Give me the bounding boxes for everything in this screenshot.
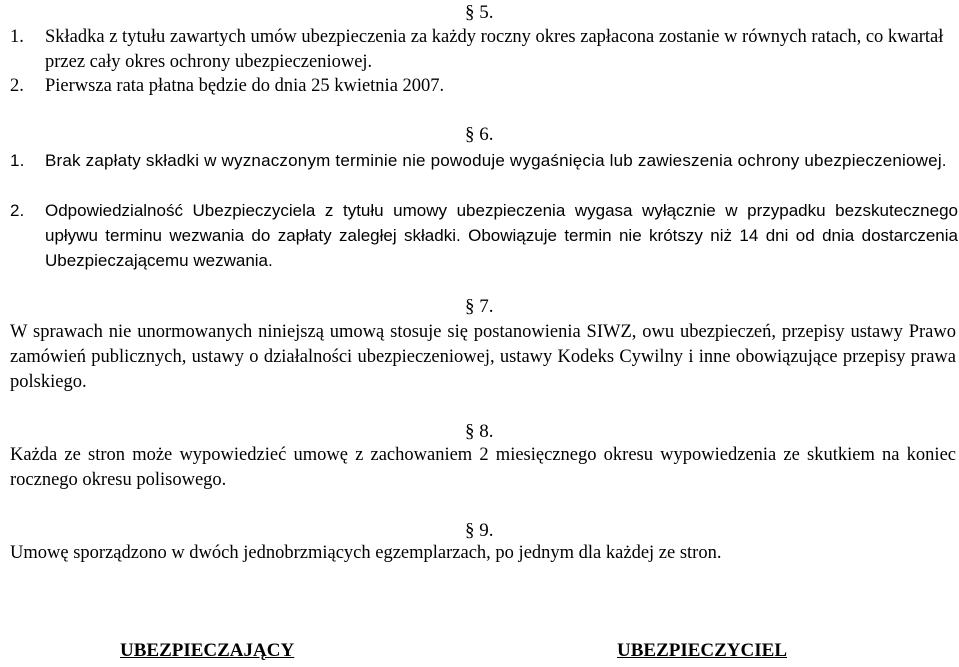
item-text: Pierwsza rata płatna będzie do dnia 25 kwietnia 2007. [45,76,445,96]
item-number: 2. [10,76,24,96]
section-7-heading: § 7. [465,296,494,317]
section-8-heading: § 8. [465,421,494,442]
item-number: 1. [10,27,24,47]
section-5-item-1 [10,25,958,75]
section-6-item-1 [10,148,958,173]
section-5-item-2 [10,74,958,99]
section-9-text: Umowę sporządzono w dwóch jednobrzmiących egzemplarzach, po jednym dla każdej ze stron. [10,543,722,563]
signature-insured: UBEZPIECZAJĄCY [120,640,295,661]
section-5-heading: § 5. [465,2,494,23]
item-text: Brak zapłaty składki w wyznaczonym terminie nie powoduje wygaśnięcia lub zawieszenia ochrony ubezpieczeniowej. [45,151,947,170]
item-number: 1. [10,151,25,170]
item-text: Składka z tytułu zawartych umów ubezpieczenia za każdy roczny okres zapłacona zostanie w równych ratach, co kwartał przez cały okres ochrony ubezpieczeniowej. [45,27,944,72]
section-8-text: Każda ze stron może wypowiedzieć umowę z zachowaniem 2 miesięcznego okresu wypowiedzenia ze skutkiem na koniec rocznego okresu polisowego. [10,445,956,490]
section-7-text: W sprawach nie unormowanych niniejszą umową stosuje się postanowienia SIWZ, owu ubezpieczeń, przepisy ustawy Prawo zamówień publicznych, ustawy o działalności ubezpieczeniowej, ustawy Kodeks Cywilny i inne obowiązujące przepisy prawa polskiego. [10,322,956,392]
item-number: 2. [10,201,25,220]
section-6-item-2 [10,198,958,273]
section-6-heading: § 6. [465,124,494,145]
item-text: Odpowiedzialność Ubezpieczyciela z tytułu umowy ubezpieczenia wygasa wyłącznie w przypadku bezskutecznego upływu terminu wezwania do zapłaty zaległej składki. Obowiązuje termin nie krótszy niż 14 dni od dnia dostarczenia Ubezpieczającemu wezwania. [45,201,958,270]
section-9-heading: § 9. [465,520,494,541]
signature-insurer: UBEZPIECZYCIEL [617,640,787,661]
